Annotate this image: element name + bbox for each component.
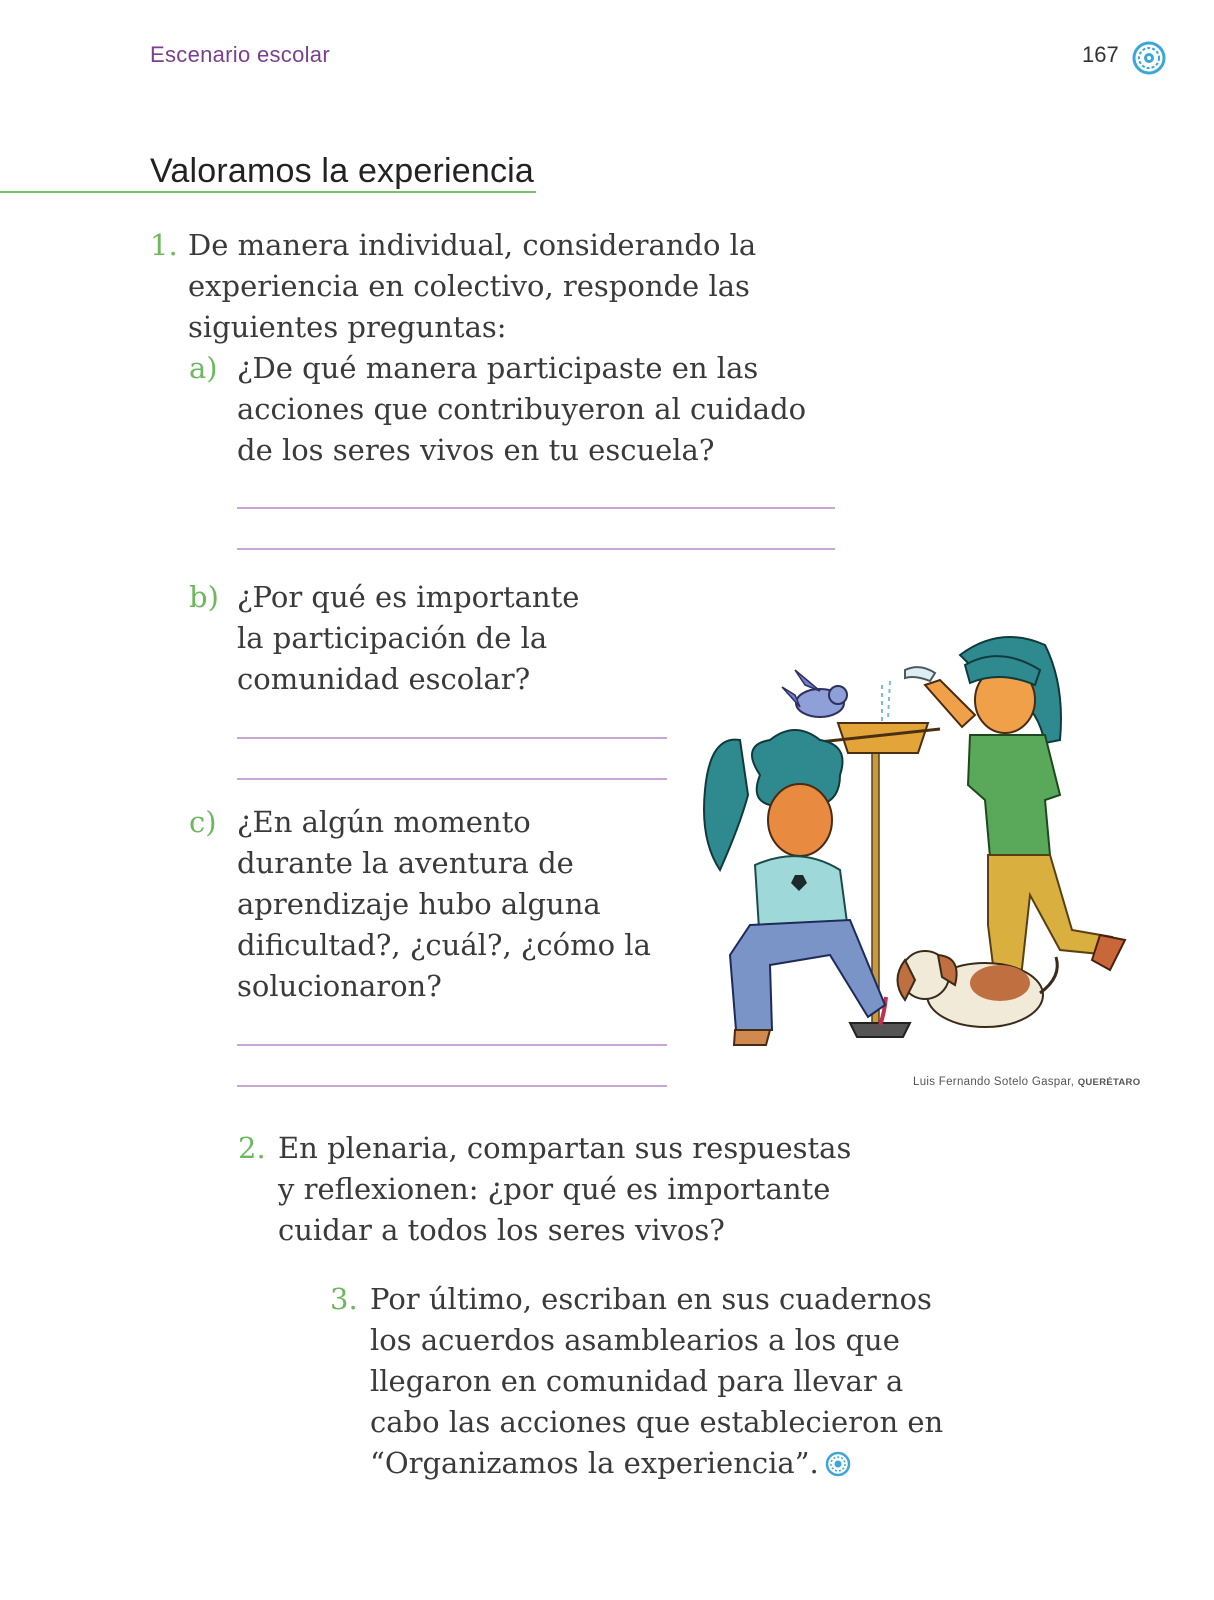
question-1-line: De manera individual, considerando la: [188, 228, 757, 262]
question-1-line: experiencia en colectivo, responde las: [188, 269, 750, 303]
question-1-line: siguientes preguntas:: [188, 310, 507, 344]
credit-name: Luis Fernando Sotelo Gaspar,: [913, 1076, 1075, 1088]
subquestion-a-line: ¿De qué manera participaste en las: [237, 351, 759, 385]
answer-line-a1[interactable]: [237, 507, 835, 509]
running-head: Escenario escolar: [150, 42, 330, 67]
question-2-line: En plenaria, compartan sus respuestas: [278, 1131, 852, 1165]
end-emblem-icon: [825, 1451, 851, 1477]
answer-line-b1[interactable]: [237, 737, 667, 739]
question-1-number: 1.: [150, 228, 178, 262]
page-emblem-icon: [1131, 40, 1167, 76]
page-number: 167: [1082, 42, 1119, 67]
question-2-number: 2.: [238, 1131, 266, 1165]
subquestion-c-line: durante la aventura de: [237, 846, 574, 880]
title-underline: [0, 191, 536, 193]
question-2-line: cuidar a todos los seres vivos?: [278, 1213, 725, 1247]
credit-state: QUERÉTARO: [1077, 1077, 1141, 1088]
question-3-line: Por último, escriban en sus cuadernos: [370, 1282, 932, 1316]
subquestion-b-letter: b): [189, 580, 219, 614]
subquestion-c-line: ¿En algún momento: [237, 805, 531, 839]
subquestion-b-line: comunidad escolar?: [237, 662, 531, 696]
question-3-line: “Organizamos la experiencia”.: [370, 1446, 819, 1480]
question-3-line: llegaron en comunidad para llevar a: [370, 1364, 904, 1398]
section-title: Valoramos la experiencia: [150, 152, 535, 190]
children-caring-animals-illustration: [700, 625, 1140, 1075]
question-2-line: y reflexionen: ¿por qué es importante: [278, 1172, 831, 1206]
answer-line-c1[interactable]: [237, 1044, 667, 1046]
subquestion-b-line: la participación de la: [237, 621, 548, 655]
subquestion-c-line: aprendizaje hubo alguna: [237, 887, 601, 921]
subquestion-c-line: dificultad?, ¿cuál?, ¿cómo la: [237, 928, 651, 962]
question-3-line: cabo las acciones que establecieron en: [370, 1405, 944, 1439]
subquestion-c-line: solucionaron?: [237, 969, 442, 1003]
answer-line-b2[interactable]: [237, 778, 667, 780]
subquestion-c-letter: c): [189, 805, 217, 839]
subquestion-a-line: de los seres vivos en tu escuela?: [237, 433, 715, 467]
question-3-number: 3.: [330, 1282, 358, 1316]
subquestion-a-line: acciones que contribuyeron al cuidado: [237, 392, 807, 426]
answer-line-c2[interactable]: [237, 1085, 667, 1087]
subquestion-a-letter: a): [189, 351, 218, 385]
question-3-line: los acuerdos asamblearios a los que: [370, 1323, 900, 1357]
subquestion-b-line: ¿Por qué es importante: [237, 580, 580, 614]
question-3-line-last: [370, 1443, 990, 1484]
illustration-credit: [913, 1076, 1140, 1088]
answer-line-a2[interactable]: [237, 548, 835, 550]
